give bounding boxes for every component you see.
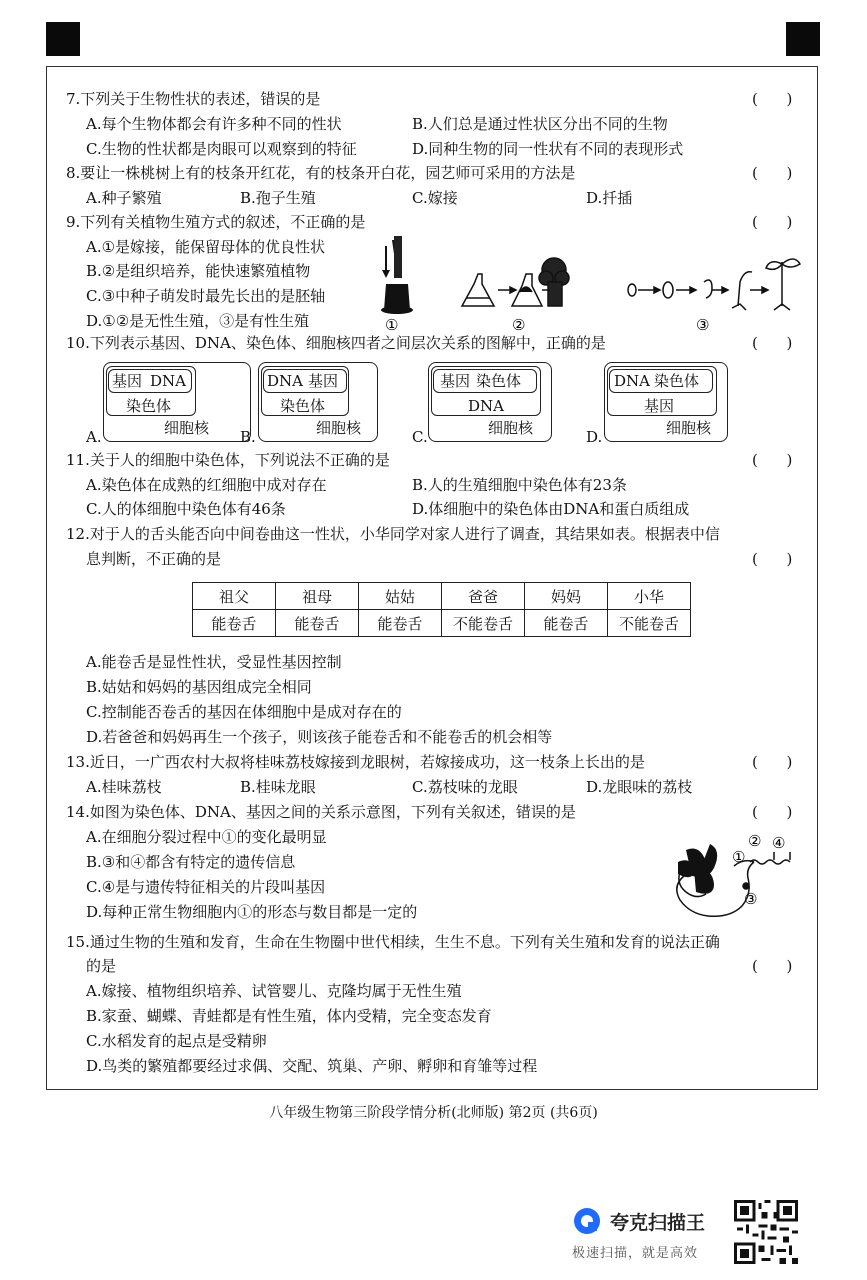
q9-option-c: C.③中种子萌发时最先长出的是胚轴 bbox=[86, 287, 326, 305]
q8-option-b: B.孢子生殖 bbox=[240, 189, 316, 207]
q13-option-a: A.桂味荔枝 bbox=[86, 778, 162, 796]
q12-option-d: D.若爸爸和妈妈再生一个孩子，则该孩子能卷舌和不能卷舌的机会相等 bbox=[86, 728, 553, 746]
q13-answer-bracket: ( ) bbox=[752, 753, 793, 771]
seed-germination-illustration bbox=[628, 259, 800, 310]
q11-stem: 11.关于人的细胞中染色体，下列说法不正确的是 bbox=[66, 451, 390, 469]
q7-option-b: B.人们总是通过性状区分出不同的生物 bbox=[412, 115, 668, 133]
q15-stem-line2: 的是 bbox=[86, 957, 117, 975]
q10-a-outer: 细胞核 bbox=[164, 419, 210, 437]
q11-option-c: C.人的体细胞中染色体有46条 bbox=[86, 500, 286, 518]
q12-stem-line2: 息判断，不正确的是 bbox=[86, 550, 222, 568]
q11-answer-bracket: ( ) bbox=[752, 451, 793, 469]
q10-option-d-letter: D. bbox=[586, 428, 603, 446]
figure-label-1: ① bbox=[385, 316, 399, 334]
q10-d-outer: 细胞核 bbox=[666, 419, 712, 437]
q7-option-d: D.同种生物的同一性状有不同的表现形式 bbox=[412, 140, 684, 158]
table-cell: 能卷舌 bbox=[359, 610, 442, 637]
q10-option-a-letter: A. bbox=[86, 428, 102, 446]
q10-answer-bracket: ( ) bbox=[752, 334, 793, 352]
q7-option-a: A.每个生物体都会有许多种不同的性状 bbox=[86, 115, 342, 133]
q10-b-inner-1: DNA bbox=[267, 372, 303, 390]
tongue-rolling-table bbox=[192, 582, 691, 637]
q15-stem-line1: 15.通过生物的生殖和发育，生命在生物圈中世代相续，生生不息。下列有关生殖和发育的说法正确 bbox=[66, 933, 720, 951]
q10-c-inner-1: 基因 bbox=[440, 372, 471, 390]
brand-slogan: 极速扫描，就是高效 bbox=[572, 1246, 699, 1261]
table-cell: 能卷舌 bbox=[276, 610, 359, 637]
q8-answer-bracket: ( ) bbox=[752, 164, 793, 182]
table-cell: 不能卷舌 bbox=[442, 610, 525, 637]
table-cell: 不能卷舌 bbox=[608, 610, 691, 637]
q12-option-c: C.控制能否卷舌的基因在体细胞中是成对存在的 bbox=[86, 703, 402, 721]
q10-b-inner-2: 基因 bbox=[308, 372, 339, 390]
q8-stem: 8.要让一株桃树上有的枝条开红花，有的枝条开白花，园艺师可采用的方法是 bbox=[66, 164, 576, 182]
q9-stem: 9.下列有关植物生殖方式的叙述，不正确的是 bbox=[66, 213, 366, 231]
q8-option-a: A.种子繁殖 bbox=[86, 189, 162, 207]
q15-option-c: C.水稻发育的起点是受精卵 bbox=[86, 1032, 267, 1050]
q10-a-inner-2: DNA bbox=[150, 372, 186, 390]
q7-stem: 7.下列关于生物性状的表述，错误的是 bbox=[66, 90, 321, 108]
corner-mark-left bbox=[46, 22, 80, 56]
q14-option-b: B.③和④都含有特定的遗传信息 bbox=[86, 853, 296, 871]
table-cell: 能卷舌 bbox=[525, 610, 608, 637]
q13-option-b: B.桂味龙眼 bbox=[240, 778, 316, 796]
tissue-culture-illustration bbox=[462, 258, 569, 306]
corner-mark-right bbox=[786, 22, 820, 56]
q10-option-b-letter: B. bbox=[240, 428, 256, 446]
q14-answer-bracket: ( ) bbox=[752, 803, 793, 821]
q10-d-inner-2: 染色体 bbox=[654, 372, 700, 390]
q12-stem-line1: 12.对于人的舌头能否向中间卷曲这一性状，小华同学对家人进行了调查，其结果如表。根据表中信 bbox=[66, 525, 720, 543]
q7-answer-bracket: ( ) bbox=[752, 90, 793, 108]
q15-option-a: A.嫁接、植物组织培养、试管婴儿、克隆均属于无性生殖 bbox=[86, 982, 462, 1000]
quark-logo-icon bbox=[572, 1206, 602, 1236]
q10-d-middle: 基因 bbox=[644, 397, 675, 415]
q12-answer-bracket: ( ) bbox=[752, 550, 793, 568]
q7-option-c: C.生物的性状都是肉眼可以观察到的特征 bbox=[86, 140, 357, 158]
q14-option-c: C.④是与遗传特征相关的片段叫基因 bbox=[86, 878, 326, 896]
q9-answer-bracket: ( ) bbox=[752, 213, 793, 231]
q10-a-middle: 染色体 bbox=[126, 397, 172, 415]
qr-code-icon bbox=[734, 1200, 798, 1264]
q15-option-d: D.鸟类的繁殖都要经过求偶、交配、筑巢、产卵、孵卵和育雏等过程 bbox=[86, 1057, 538, 1075]
q11-option-b: B.人的生殖细胞中染色体有23条 bbox=[412, 476, 627, 494]
table-cell: 能卷舌 bbox=[193, 610, 276, 637]
table-header-cell: 祖母 bbox=[276, 583, 359, 610]
figure-label-2: ② bbox=[512, 316, 526, 334]
q10-c-inner-2: 染色体 bbox=[476, 372, 522, 390]
figure-label-4: ④ bbox=[772, 834, 786, 852]
q10-b-outer: 细胞核 bbox=[316, 419, 362, 437]
q8-option-c: C.嫁接 bbox=[412, 189, 458, 207]
q8-option-d: D.扦插 bbox=[586, 189, 633, 207]
q10-option-c-letter: C. bbox=[412, 428, 428, 446]
q10-c-outer: 细胞核 bbox=[488, 419, 534, 437]
scanner-watermark bbox=[572, 1204, 732, 1264]
table-header-cell: 祖父 bbox=[193, 583, 276, 610]
grafting-illustration bbox=[381, 236, 413, 314]
chromosome-dna-gene-figure bbox=[664, 826, 814, 934]
q14-option-a: A.在细胞分裂过程中①的变化最明显 bbox=[86, 828, 327, 846]
brand-name: 夸克扫描王 bbox=[610, 1212, 706, 1234]
q10-stem: 10.下列表示基因、DNA、染色体、细胞核四者之间层次关系的图解中，正确的是 bbox=[66, 334, 606, 352]
figure-label-2: ② bbox=[748, 832, 762, 850]
q12-option-a: A.能卷舌是显性性状，受显性基因控制 bbox=[86, 653, 342, 671]
figure-label-3: ③ bbox=[696, 316, 710, 334]
q11-option-d: D.体细胞中的染色体由DNA和蛋白质组成 bbox=[412, 500, 690, 518]
q10-d-inner-1: DNA bbox=[614, 372, 650, 390]
q11-option-a: A.染色体在成熟的红细胞中成对存在 bbox=[86, 476, 327, 494]
q14-stem: 14.如图为染色体、DNA、基因之间的关系示意图，下列有关叙述，错误的是 bbox=[66, 803, 576, 821]
page-footer: 八年级生物第三阶段学情分析(北师版) 第2页 (共6页) bbox=[269, 1105, 598, 1121]
q12-option-b: B.姑姑和妈妈的基因组成完全相同 bbox=[86, 678, 312, 696]
q15-answer-bracket: ( ) bbox=[752, 957, 793, 975]
table-header-cell: 小华 bbox=[608, 583, 691, 610]
q15-option-b: B.家蚕、蝴蝶、青蛙都是有性生殖，体内受精，完全变态发育 bbox=[86, 1007, 492, 1025]
q13-option-d: D.龙眼味的荔枝 bbox=[586, 778, 693, 796]
q9-option-b: B.②是组织培养，能快速繁殖植物 bbox=[86, 262, 311, 280]
q10-c-middle: DNA bbox=[468, 397, 504, 415]
table-header-cell: 妈妈 bbox=[525, 583, 608, 610]
q10-a-inner-1: 基因 bbox=[112, 372, 143, 390]
plant-reproduction-figure bbox=[370, 232, 810, 334]
table-header-cell: 爸爸 bbox=[442, 583, 525, 610]
q14-option-d: D.每种正常生物细胞内①的形态与数目都是一定的 bbox=[86, 903, 418, 921]
q10-b-middle: 染色体 bbox=[280, 397, 326, 415]
q9-option-a: A.①是嫁接，能保留母体的优良性状 bbox=[86, 238, 326, 256]
q13-stem: 13.近日，一广西农村大叔将桂味荔枝嫁接到龙眼树，若嫁接成功，这一枝条上长出的是 bbox=[66, 753, 645, 771]
table-header-row bbox=[193, 583, 691, 610]
figure-label-1: ① bbox=[732, 848, 746, 866]
table-header-cell: 姑姑 bbox=[359, 583, 442, 610]
chromosome-illustration bbox=[678, 844, 717, 894]
table-row bbox=[193, 610, 691, 637]
figure-label-3: ③ bbox=[744, 890, 758, 908]
q13-option-c: C.荔枝味的龙眼 bbox=[412, 778, 518, 796]
q9-option-d: D.①②是无性生殖，③是有性生殖 bbox=[86, 312, 310, 330]
